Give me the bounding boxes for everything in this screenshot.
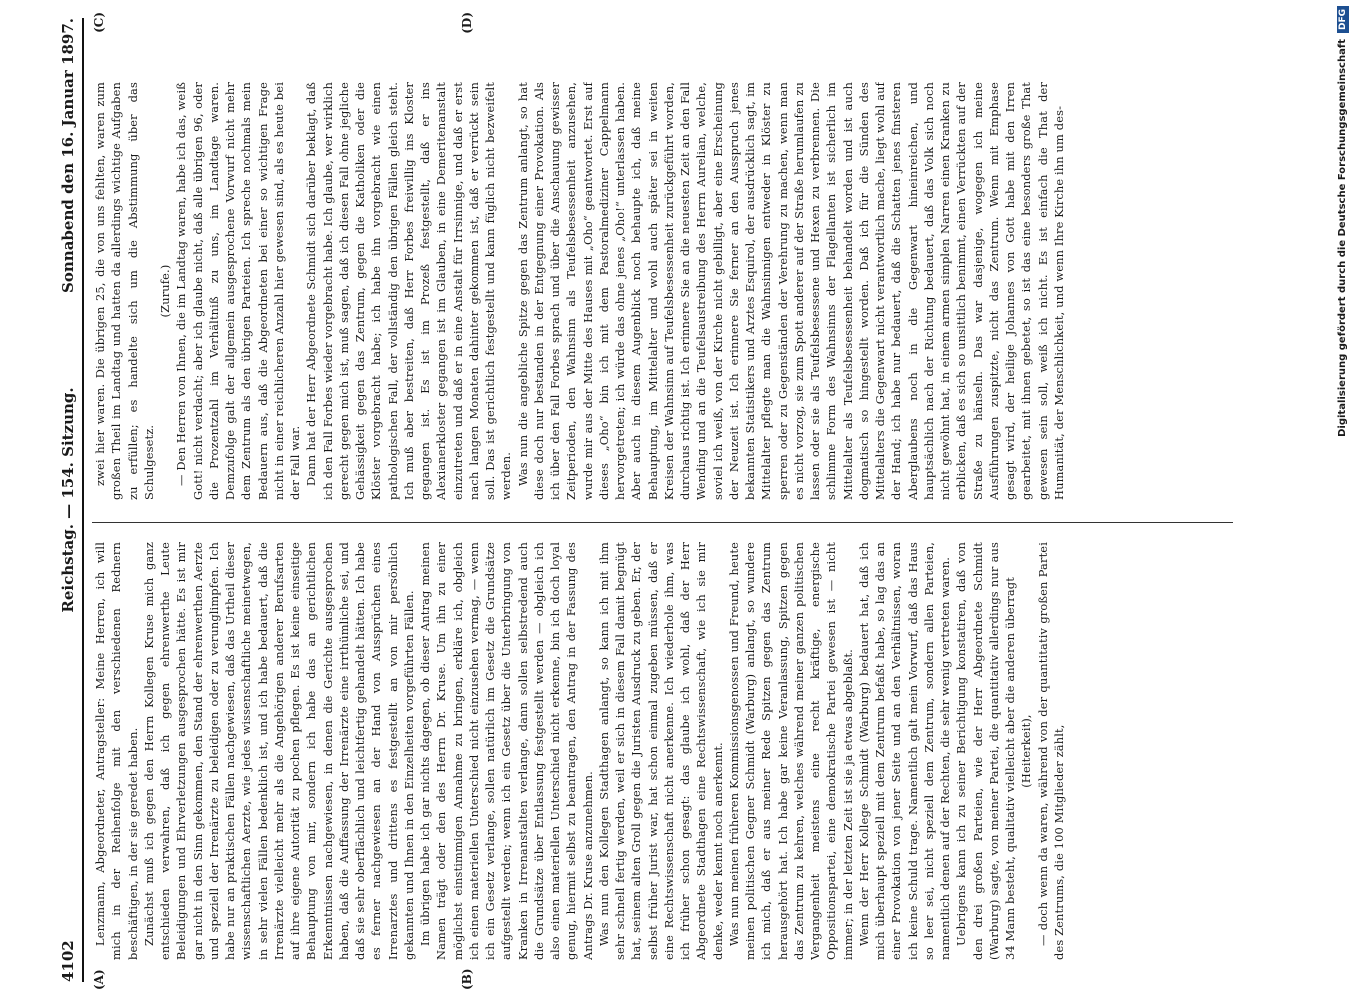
paragraph: Im übrigen habe ich gar nichts dagegen, ob dieser Antrag meinen Namen trägt oder den des Herrn Dr. Kruse. Um ihn zu einer möglichst einstimmigen Annahme zu bringen, erkläre ich, obgleich ich einen materiellen Unterschied nicht einzusehen vermag, — wenn ich ein Gesetz verlange, sollen natürlich im Gesetz die Grundsätze aufgestellt werden; wenn ich ein Gesetz über die Unterbringung von Kranken in Irrenanstalten verlange, dann sollen selbstredend auch die Grundsätze über Entlassung festgestellt werden — obgleich ich also einen materiellen Unterschied nicht erkenne, bin ich doch loyal genug, hiermit selbst zu beantragen, den Antrag in der Fassung des Antrags Dr. Kruse anzunehmen. xyxy=(418,542,595,960)
paragraph: Was nun meinen früheren Kommissionsgenossen und Freund, heute meinen politischen Gegner Schmidt (Warburg) anlangt, so wundere ich mich, daß er aus meiner Rede Spitzen gegen das Zentrum herausgehört hat. Ich habe gar keine Veranlassung, Spitzen gegen das Zentrum zu kehren, welches während meiner ganzen politischen Vergangenheit meistens eine recht kräftige, energische Oppositionspartei, eine demokratische Partei gewesen ist — nicht immer; in der letzten Zeit ist sie ja etwas abgeblaßt. xyxy=(726,542,855,960)
dfg-logo: DFG xyxy=(1337,6,1349,33)
paragraph: Was nun den Kollegen Stadthagen anlangt, so kann ich mit ihm sehr schnell fertig werden, weil er sich in diesem Fall damit begnügt hat, seinem alten Groll gegen die Juristen Ausdruck zu geben. Er, der selbst früher Jurist war, hat schon einmal zugeben müssen, daß er eine Rechtswissenschaft nicht anerkenne. Ich wiederhole ihm, was ich früher schon gesagt: das glaube ich wohl, daß der Herr Abgeordnete Stadthagen eine Rechtswissenschaft, wie ich sie mir denke, weder kennt noch anerkennt. xyxy=(596,542,725,960)
running-title: Reichstag. — 154. Sitzung. xyxy=(59,387,77,613)
interjection: (Heiterkeit), xyxy=(1019,714,1034,788)
right-column xyxy=(92,82,1233,500)
header-rule xyxy=(82,18,84,982)
column-divider xyxy=(92,522,1233,523)
paragraph: Lenzmann, Abgeordneter, Antragsteller: Meine Herren, ich will mich in der Reihenfolge mit den verschiedenen Rednern beschäftigen, in der sie geredet haben. xyxy=(93,542,140,960)
paragraph: Zunächst muß ich gegen den Herrn Kollegen Kruse mich ganz entschieden verwahren, daß ich gegen ehrenwerthe Leute Beleidigungen und Ehrverletzungen ausgesprochen hätte. Es ist mir gar nicht in den Sinn gekommen, den Stand der ehrenwerthen Aerzte und speziell der Irrenärzte zu beleidigen oder zu verunglimpfen. Ich habe nur an praktischen Fällen nachgewiesen, daß das Urtheil dieser wissenschaftlichen Aerzte, wie jedes wissenschaftliche meinetwegen, in sehr vielen Fällen bedenklich ist, und ich habe bedauert, daß die Irrenärzte vielleicht mehr als die Angehörigen anderer Berufsarten auf ihre eigene Autorität zu pochen pflegen. Es ist keine einseitige Behauptung von mir, sondern ich habe das an gerichtlichen Erkenntnissen nachgewiesen, in denen die Gerichte ausgesprochen haben, daß die Auffassung der Irrenärzte eine irrthümliche sei, und daß sie sehr oberflächlich und leichtfertig gehandelt hätten. Ich habe es ferner nachgewiesen an der Hand von Aussprüchen eines Irrenarztes und drittens es festgestellt an von mir persönlich gekannten und Ihnen in den Einzelheiten vorgeführten Fällen. xyxy=(141,542,416,960)
paragraph: Wenn der Herr Kollege Schmidt (Warburg) bedauert hat, daß ich mich überhaupt speziell mit dem Zentrum befaßt habe, so lag das an einer Provokation von jener Seite und an den Verhältnissen, woran ich keine Schuld trage. Namentlich galt mein Vorwurf, daß das Haus so leer sei, nicht speziell dem Zentrum, sondern allen Parteien, namentlich denen auf der Rechten, die sehr wenig vertreten waren. xyxy=(856,542,952,960)
margin-marker-d: (D) xyxy=(460,12,474,34)
paragraph: — doch wenn da waren, während von der quantitativ großen Partei des Zentrums, die 100 Mitglieder zählt, xyxy=(1035,542,1066,960)
paragraph: Dann hat der Herr Abgeordnete Schmidt sich darüber beklagt, daß ich den Fall Forbes wieder vorgebracht habe. Ich glaube, wer wirklich gerecht gegen mich ist, muß sagen, daß ich diesen Fall ohne jegliche Gehässigkeit gegen das Zentrum, gegen die Katholiken oder die Klöster vorgebracht habe; ich habe ihn vorgebracht wie einen pathologischen Fall, der vollständig den übrigen Fällen gleich steht. Ich muß aber bestreiten, daß Herr Forbes freiwillig ins Kloster gegangen ist. Es ist im Prozeß festgestellt, daß er ins Alexianerkloster gegangen ist im Glauben, in eine Demeritenanstalt einzutreten und daß er in eine Anstalt für Irrsinnige, und daß er erst nach langen Monaten dahinter gekommen ist, daß er verrückt sein soll. Das ist gerichtlich festgestellt und kann füglich nicht bezweifelt werden. xyxy=(304,82,514,500)
paragraph: zwei hier waren. Die übrigen 25, die von uns fehlten, waren zum großen Theil im Landtag und hatten da allerdings wichtige Aufgaben zu erfüllen; es handelte sich um die Abstimmung über das Schulgesetz. xyxy=(93,82,156,500)
interjection: (Zurufe.) xyxy=(158,264,172,318)
margin-marker-b: (B) xyxy=(460,968,474,990)
footer-text: Digitalisierung gefördert durch die Deutsche Forschungsgemeinschaft xyxy=(1337,39,1348,437)
paragraph: Was nun die angebliche Spitze gegen das Zentrum anlangt, so hat diese doch nur bestanden in der Entgegnung einer Provokation. Als ich über den Fall Forbes sprach und über die Anschauung gewisser Zeitperioden, den Wahnsinn als Teufelsbesessenheit anzusehen, wurde mir aus der Mitte des Hauses mit „Oho“ geantwortet. Erst auf dieses „Oho“ bin ich mit dem Pastoralmediziner Cappelmann hervorgetreten; ich würde das ohne jenes „Oho!“ unterlassen haben. Aber auch in diesem Augenblick noch behaupte ich, daß meine Behauptung, im Mittelalter und wohl auch später sei in weiten Kreisen der Wahnsinn auf Teufelsbesessenheit zurückgeführt worden, durchaus richtig ist. Ich erinnere Sie an die neuesten Zeit an den Fall Wending und an die Teufelsaustreibung des Herrn Aurelian, welche, soviel ich weiß, von der Kirche nicht gebilligt, aber eine Erscheinung der Neuzeit ist. Ich erinnere Sie ferner an den Ausspruch jenes bekannten Statistikers und Arztes Esquirol, der ausdrücklich sagt, im Mittelalter pflegte man die Wahnsinnigen entweder in Klöster zu sperren oder zu Gegenständen der Verehrung zu machen, wenn man es nicht vorzog, sie zum Spott anderer auf der Straße herumlaufen zu lassen oder sie als Teufelsbesessene und Hexen zu verbrennen. Die schlimme Form des Wahnsinns der Flagellanten ist sicherlich im Mittelalter als Teufelsbesessenheit behandelt worden und ist auch dogmatisch so hingestellt worden. Daß ich für die Sünden des Mittelalters die Gegenwart nicht verantwortlich mache, liegt wohl auf der Hand; ich habe nur bedauert, daß die Schatten jenes finsteren Aberglaubens noch in die Gegenwart hineinreichen, und hauptsächlich nach der Richtung bedauert, daß das Volk sich noch nicht gewöhnt hat, in einem armen simplen Narren einen Kranken zu erblicken, daß es sich so unsittlich benimmt, einen Verrückten auf der Straße zu hänseln. Das war dasjenige, wogegen ich meine Ausführungen zuspitzte, nicht das Zentrum. Wenn mit Emphase gesagt wird, der heilige Johannes von Gott habe mit den Irren gearbeitet, mit ihnen gebetet, so ist das eine besonders große That gewesen sein soll, weiß ich nicht. Es ist einfach die That der Humanität, der Menschlichkeit, und wenn Ihre Kirche ihn um des- xyxy=(515,82,1066,500)
margin-marker-c: (C) xyxy=(92,12,106,33)
paragraph: — Den Herren von Ihnen, die im Landtag waren, habe ich das, weiß Gott! nicht verdacht; aber ich glaube nicht, daß alle übrigen 96, oder die Prozentzahl im Verhältniß zu uns, im Landtage waren. Demzufolge galt der allgemein ausgesprochene Vorwurf nicht mehr dem Zentrum als den übrigen Parteien. Ich spreche nochmals mein Bedauern aus, daß die Abgeordneten bei einer so wichtigen Frage nicht in einer reichlicheren Anzahl hier gewesen sind, als es heute bei der Fall war. xyxy=(174,82,302,500)
digitization-footer xyxy=(1337,6,1349,500)
page-header xyxy=(55,18,85,982)
page-number: 4102 xyxy=(59,940,77,982)
session-date: Sonnabend den 16. Januar 1897. xyxy=(59,18,77,293)
paragraph: Uebrigens kann ich zu seiner Berichtigung konstatiren, daß von den drei großen Parteien, wie der Herr Abgeordnete Schmidt (Warburg) sagte, von meiner Partei, die quantitativ allerdings nur aus 34 Mann besteht, qualitativ vielleicht aber die anderen überragt xyxy=(954,542,1017,960)
margin-marker-a: (A) xyxy=(92,969,106,990)
left-column xyxy=(92,542,1233,960)
